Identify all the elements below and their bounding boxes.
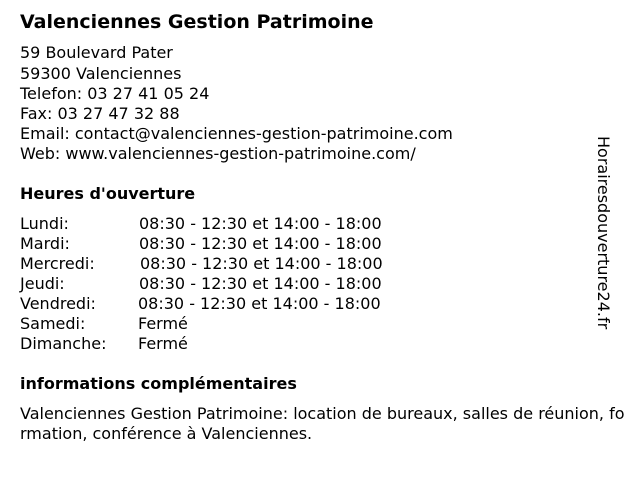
day-label: Dimanche: [20, 334, 107, 353]
day-hours: 08:30 - 12:30 et 14:00 - 18:00 [138, 294, 381, 313]
watermark-text: Horairesdouverture24.fr [594, 136, 613, 330]
day-hours: 08:30 - 12:30 et 14:00 - 18:00 [139, 234, 382, 253]
fax-number: Fax: 03 27 47 32 88 [20, 104, 180, 123]
day-label: Lundi: [20, 214, 69, 233]
day-label: Mardi: [20, 234, 70, 253]
day-hours: 08:30 - 12:30 et 14:00 - 18:00 [140, 254, 383, 273]
day-label: Mercredi: [20, 254, 95, 273]
website-link[interactable]: Web: www.valenciennes-gestion-patrimoine.com/ [20, 144, 416, 163]
info-heading: informations complémentaires [20, 374, 297, 393]
address-line1: 59 Boulevard Pater [20, 43, 173, 62]
business-name: Valenciennes Gestion Patrimoine [20, 11, 374, 33]
email-link[interactable]: Email: contact@valenciennes-gestion-patrimoine.com [20, 124, 453, 143]
phone-number[interactable]: Telefon: 03 27 41 05 24 [20, 84, 210, 103]
day-label: Jeudi: [20, 274, 65, 293]
info-text: Valenciennes Gestion Patrimoine: location de bureaux, salles de réunion, formation, conférence à Valenciennes. [20, 404, 625, 443]
day-label: Vendredi: [20, 294, 96, 313]
hours-heading: Heures d'ouverture [20, 184, 196, 203]
day-hours: Fermé [138, 314, 188, 333]
day-hours: 08:30 - 12:30 et 14:00 - 18:00 [139, 274, 382, 293]
address-line2: 59300 Valenciennes [20, 64, 182, 83]
day-hours: 08:30 - 12:30 et 14:00 - 18:00 [139, 214, 382, 233]
day-label: Samedi: [20, 314, 86, 333]
day-hours: Fermé [138, 334, 188, 353]
